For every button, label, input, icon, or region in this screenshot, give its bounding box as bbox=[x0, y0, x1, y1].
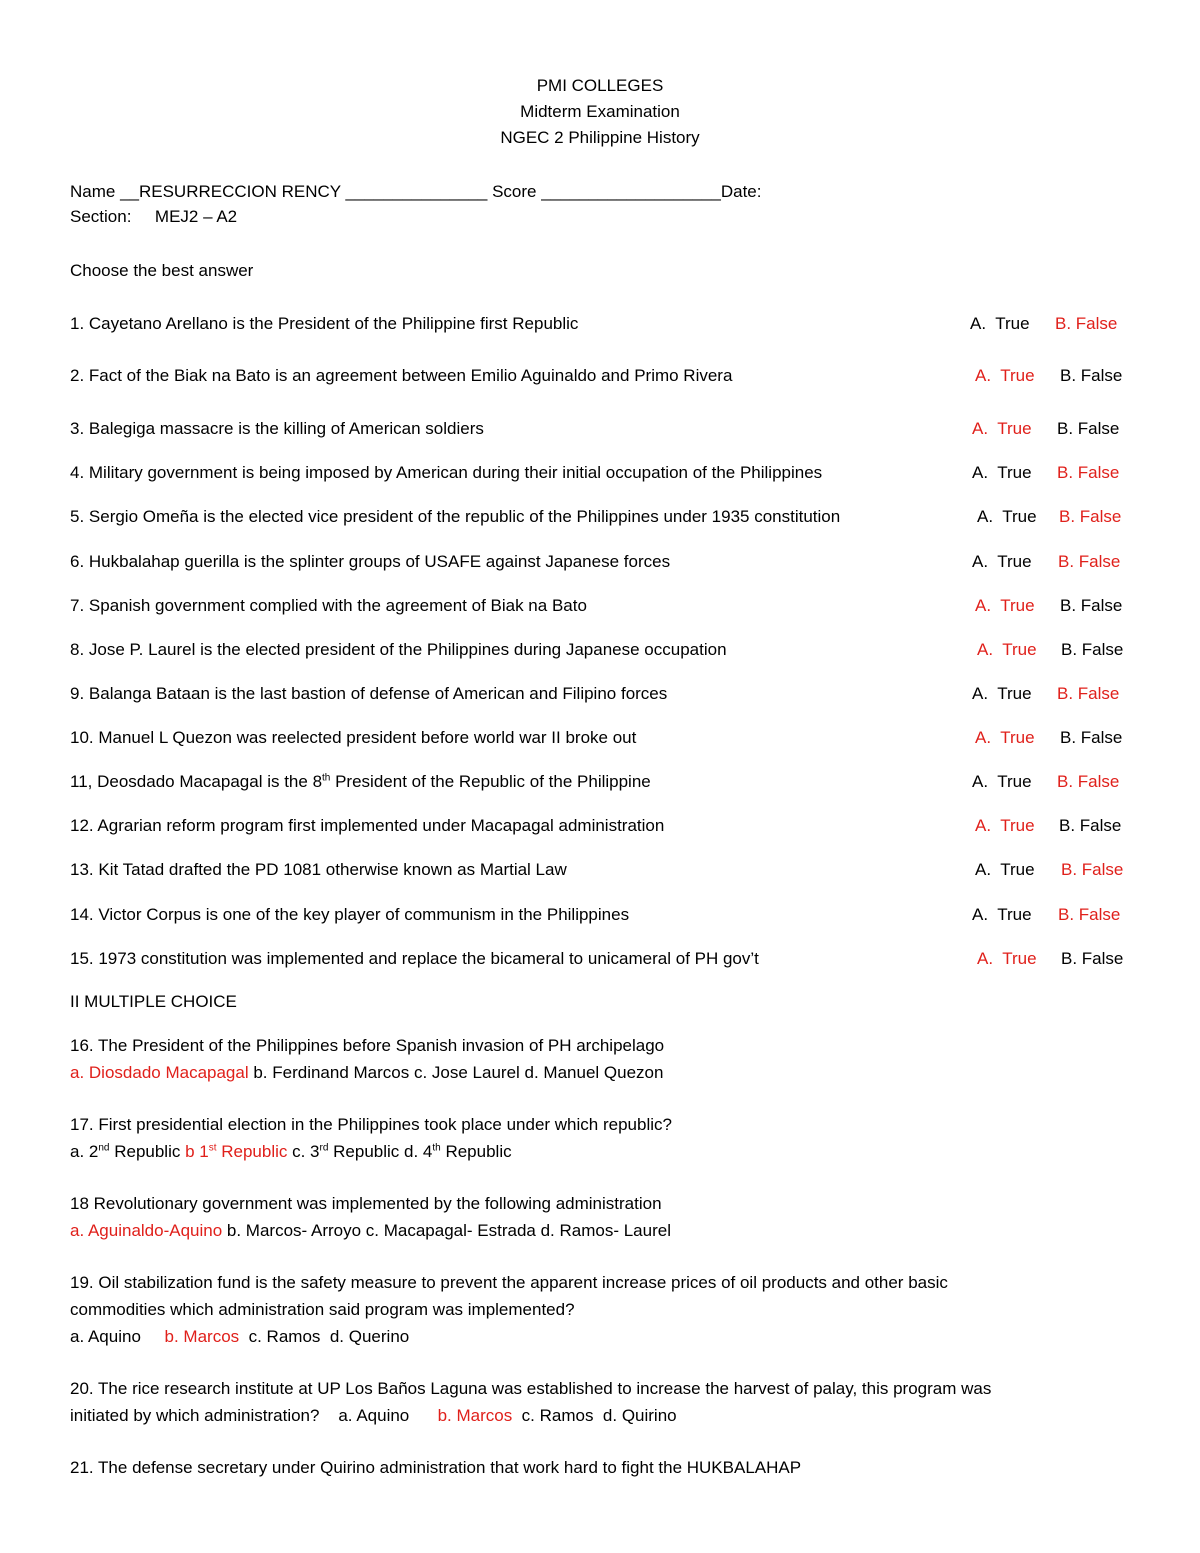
mc-17-option-a: a. 2 bbox=[70, 1142, 99, 1161]
section-value: MEJ2 – A2 bbox=[154, 207, 238, 226]
mc-question-20-line2 bbox=[70, 1406, 677, 1426]
mc-17-option-c: c. 3 bbox=[287, 1142, 320, 1161]
tf-option-true: A. True bbox=[972, 684, 1032, 703]
tf-question bbox=[70, 772, 651, 792]
tf-question: 6. Hukbalahap guerilla is the splinter groups of USAFE against Japanese forces bbox=[70, 552, 671, 571]
tf-option-false: B. False bbox=[1058, 552, 1121, 571]
mc-19-other-options: c. Ramos d. Querino bbox=[239, 1327, 410, 1346]
tf-option-false: B. False bbox=[1061, 949, 1124, 968]
tf-option-true: A. True bbox=[972, 905, 1032, 924]
tf-option-true: A. True bbox=[972, 419, 1032, 438]
tf-question: 13. Kit Tatad drafted the PD 1081 otherwise known as Martial Law bbox=[70, 860, 567, 879]
tf-question: 10. Manuel L Quezon was reelected president before world war II broke out bbox=[70, 728, 637, 747]
mc-17-option-a-sup: nd bbox=[98, 1142, 110, 1154]
tf-question: 12. Agrarian reform program first implemented under Macapagal administration bbox=[70, 816, 665, 835]
mc-17-option-b-sup: st bbox=[208, 1142, 217, 1154]
tf-option-true: A. True bbox=[970, 314, 1030, 333]
mc-17-option-a-post: Republic bbox=[109, 1142, 186, 1161]
mc-question-20-line1: 20. The rice research institute at UP Los Baños Laguna was established to increase the harvest of palay, this program was bbox=[70, 1379, 992, 1398]
tf-option-true: A. True bbox=[972, 463, 1032, 482]
tf-option-false: B. False bbox=[1057, 419, 1120, 438]
name-score-line: Name __RESURRECCION RENCY _______________ Score ___________________Date: bbox=[70, 182, 762, 201]
mc-options-19 bbox=[70, 1327, 409, 1347]
mc-17-option-d-post: Republic bbox=[440, 1142, 512, 1161]
tf-option-false: B. False bbox=[1061, 860, 1124, 879]
mc-question-19-line2: commodities which administration said program was implemented? bbox=[70, 1300, 575, 1319]
tf-option-true: A. True bbox=[977, 507, 1037, 526]
tf-option-false: B. False bbox=[1060, 728, 1123, 747]
tf-option-false: B. False bbox=[1057, 684, 1120, 703]
tf-option-true: A. True bbox=[977, 640, 1037, 659]
tf-option-false: B. False bbox=[1057, 463, 1120, 482]
mc-question-16: 16. The President of the Philippines before Spanish invasion of PH archipelago bbox=[70, 1036, 665, 1055]
tf-option-true: A. True bbox=[972, 552, 1032, 571]
tf-question: 8. Jose P. Laurel is the elected president of the Philippines during Japanese occupation bbox=[70, 640, 727, 659]
exam-title: Midterm Examination bbox=[520, 102, 680, 121]
tf-question: 14. Victor Corpus is one of the key player of communism in the Philippines bbox=[70, 905, 630, 924]
tf-option-false: B. False bbox=[1060, 366, 1123, 385]
tf-question: 7. Spanish government complied with the agreement of Biak na Bato bbox=[70, 596, 587, 615]
tf-option-true: A. True bbox=[975, 596, 1035, 615]
tf-option-false: B. False bbox=[1060, 596, 1123, 615]
tf-option-true: A. True bbox=[975, 860, 1035, 879]
tf-option-false: B. False bbox=[1061, 640, 1124, 659]
tf-question-superscript: th bbox=[322, 772, 331, 784]
mc-20-selected-answer: b. Marcos bbox=[437, 1406, 513, 1425]
mc-16-selected-answer: a. Diosdado Macapagal bbox=[70, 1063, 249, 1082]
tf-option-false: B. False bbox=[1055, 314, 1118, 333]
mc-20-other-options: c. Ramos d. Quirino bbox=[512, 1406, 677, 1425]
tf-question: 15. 1973 constitution was implemented and replace the bicameral to unicameral of PH gov’t bbox=[70, 949, 759, 968]
mc-17-option-b: b 1 bbox=[185, 1142, 209, 1161]
tf-question: 9. Balanga Bataan is the last bastion of defense of American and Filipino forces bbox=[70, 684, 668, 703]
mc-17-selected-answer bbox=[185, 1142, 287, 1161]
tf-option-true: A. True bbox=[975, 366, 1035, 385]
mc-17-option-c-sup: rd bbox=[319, 1142, 329, 1154]
mc-18-other-options: b. Marcos- Arroyo c. Macapagal- Estrada d. Ramos- Laurel bbox=[222, 1221, 671, 1240]
mc-options-18 bbox=[70, 1221, 671, 1241]
tf-question: 2. Fact of the Biak na Bato is an agreement between Emilio Aguinaldo and Primo Rivera bbox=[70, 366, 733, 385]
tf-option-false: B. False bbox=[1059, 507, 1122, 526]
section-label: Section: bbox=[70, 207, 132, 226]
mc-18-selected-answer: a. Aguinaldo-Aquino bbox=[70, 1221, 223, 1240]
mc-question-21: 21. The defense secretary under Quirino administration that work hard to fight the HUKBALAHAP bbox=[70, 1458, 802, 1477]
tf-option-true: A. True bbox=[972, 772, 1032, 791]
tf-option-false: B. False bbox=[1058, 905, 1121, 924]
school-name: PMI COLLEGES bbox=[536, 76, 664, 95]
tf-option-true: A. True bbox=[977, 949, 1037, 968]
mc-heading: II MULTIPLE CHOICE bbox=[70, 992, 237, 1011]
mc-17-option-d-sup: th bbox=[432, 1142, 441, 1154]
section-line bbox=[70, 207, 237, 227]
tf-question-text: 11, Deosdado Macapagal is the 8 bbox=[70, 772, 323, 791]
tf-option-false: B. False bbox=[1059, 816, 1122, 835]
tf-option-true: A. True bbox=[975, 816, 1035, 835]
tf-question-text-end: President of the Republic of the Philippine bbox=[330, 772, 651, 791]
mc-options-17 bbox=[70, 1142, 512, 1162]
mc-17-option-c-post: Republic d. 4 bbox=[328, 1142, 433, 1161]
mc-20-question-and-option-a: initiated by which administration? a. Aquino bbox=[70, 1406, 438, 1425]
mc-19-option-a: a. Aquino bbox=[70, 1327, 165, 1346]
mc-17-option-b-post: Republic bbox=[216, 1142, 288, 1161]
mc-question-17: 17. First presidential election in the Philippines took place under which republic? bbox=[70, 1115, 672, 1134]
tf-question: 1. Cayetano Arellano is the President of the Philippine first Republic bbox=[70, 314, 579, 333]
instructions: Choose the best answer bbox=[70, 261, 254, 280]
tf-question: 5. Sergio Omeña is the elected vice president of the republic of the Philippines under 1935 constitution bbox=[70, 507, 841, 526]
mc-question-18: 18 Revolutionary government was implemented by the following administration bbox=[70, 1194, 662, 1213]
tf-option-true: A. True bbox=[975, 728, 1035, 747]
mc-question-19-line1: 19. Oil stabilization fund is the safety measure to prevent the apparent increase prices of oil products and other basic bbox=[70, 1273, 948, 1292]
mc-16-other-options: b. Ferdinand Marcos c. Jose Laurel d. Manuel Quezon bbox=[248, 1063, 664, 1082]
mc-19-selected-answer: b. Marcos bbox=[164, 1327, 240, 1346]
tf-question: 3. Balegiga massacre is the killing of American soldiers bbox=[70, 419, 484, 438]
mc-options-16 bbox=[70, 1063, 663, 1083]
course-title: NGEC 2 Philippine History bbox=[500, 128, 700, 147]
tf-question: 4. Military government is being imposed by American during their initial occupation of the Philippines bbox=[70, 463, 823, 482]
tf-option-false: B. False bbox=[1057, 772, 1120, 791]
